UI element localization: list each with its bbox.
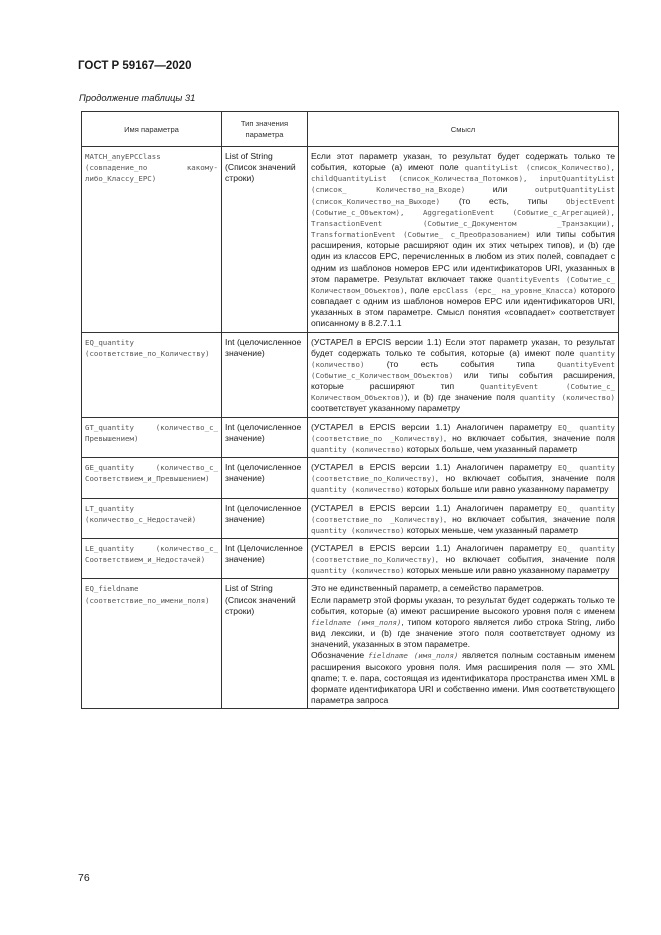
table-row <box>82 579 619 709</box>
table-row <box>82 417 619 457</box>
parameter-type-cell: Int (Целочисленное значение) <box>222 539 308 579</box>
parameter-type-cell: Int (целочисленное значение) <box>222 458 308 498</box>
meaning-text: , но включает события, значение поля <box>435 473 615 484</box>
page-number: 76 <box>78 872 90 884</box>
parameters-table <box>81 111 619 709</box>
meaning-text: (то есть, типы <box>440 195 567 206</box>
column-header-type: Тип значения параметра <box>222 112 308 147</box>
meaning-text: QuantityEvent (Событие_с_Количеством_Объектов) <box>311 359 615 380</box>
parameter-type-cell: List of String (Список значений строки) <box>222 579 308 709</box>
meaning-text: ), и (b) где значение поля <box>404 392 520 403</box>
table-row <box>82 539 619 579</box>
meaning-text: (УСТАРЕЛ в EPCIS версии 1.1) Аналогичен параметру <box>311 502 558 513</box>
meaning-text: или типы события расширения, которые расширяют один их этих четырех типов), и (b) где один из классов EPC, перечисленных в любом из этих полей, совпадает с одним из шаблонов номеров EPC или идентификаторов URI, указанных в этом параметре. Результат включает также <box>311 229 616 284</box>
meaning-text: fieldname (имя_поля) <box>367 651 459 661</box>
parameter-meaning-cell <box>308 417 619 457</box>
meaning-text: Это не единственный параметр, а семейство параметров. <box>311 583 544 594</box>
meaning-text: (УСТАРЕЛ в EPCIS версии 1.1) Аналогичен параметру <box>311 462 558 473</box>
parameter-name-cell: LT_quantity (количество_с_Недостачей) <box>82 498 222 538</box>
meaning-text: Если параметр этой формы указан, то результат будет содержать только те события, которые (a) имеют расширение высокого уровня поля с именем <box>311 594 615 616</box>
parameter-meaning-cell <box>308 579 619 709</box>
parameter-meaning-cell <box>308 539 619 579</box>
meaning-text: или типы события расширения, которые расширяют тип <box>311 369 615 392</box>
meaning-text: ObjectEvent (Событие_с_Объектом), AggregationEvent (Событие_с_Агрегацией), TransactionEvent (Событие_с_Документом _Транзакции), TransformationEvent (Событие_ с_Преобразованием) <box>311 196 615 240</box>
meaning-text: quantity (количество) <box>311 444 405 454</box>
meaning-text: quantity (количество) <box>519 393 615 403</box>
meaning-text: или <box>465 184 535 195</box>
meaning-text: (УСТАРЕЛ в EPCIS версии 1.1) Аналогичен параметру <box>311 543 558 553</box>
meaning-text: , поле <box>404 284 433 295</box>
meaning-text: которых больше, чем указанный параметр <box>404 443 578 454</box>
table-row <box>82 147 619 333</box>
meaning-text: которого совпадает с одним из шаблонов номеров EPC или идентификаторов URI, указанных в этом параметре. Смысл понятия «совпадает» соответствует описанному в 8.2.7.1.1 <box>311 284 615 329</box>
meaning-text: , типом которого является либо строка String, либо вид лексики, и (b) где значение этого поля соответствует одному из значений, указанных в этом параметре. <box>311 616 615 650</box>
meaning-text: (УСТАРЕЛ в EPCIS версии 1.1) Аналогичен параметру <box>311 421 558 432</box>
meaning-text: epcClass (epc_ на_уровне_Класса) <box>432 285 578 295</box>
meaning-text: которых меньше или равно указанному параметру <box>404 565 610 576</box>
table-continuation-caption: Продолжение таблицы 31 <box>79 92 196 103</box>
document-header: ГОСТ Р 59167—2020 <box>78 60 192 72</box>
meaning-text: которых меньше, чем указанный параметр <box>404 524 579 535</box>
meaning-text: (то есть события типа <box>364 358 558 369</box>
parameter-meaning-cell <box>308 458 619 498</box>
meaning-text: EQ_ quantity (соответствие_по_Количеству) <box>311 544 615 565</box>
parameter-name-cell: GT_quantity (количество_с_ Превышением) <box>82 417 222 457</box>
meaning-text: , но включает события, значение поля <box>435 554 615 565</box>
parameter-name-cell: LE_quantity (количество_с_ Соответствием_и_Недостачей) <box>82 539 222 579</box>
meaning-text: EQ_ quantity (соответствие_по _Количеству) <box>311 422 615 443</box>
meaning-text: (УСТАРЕЛ в EPCIS версии 1.1) Если этот параметр указан, то результат будет содержать только те события, которые (a) имеют поле <box>311 336 615 358</box>
parameter-type-cell: List of String (Список значений строки) <box>222 147 308 333</box>
meaning-text: EQ_ quantity (соответствие_по_Количеству) <box>311 463 615 484</box>
parameter-type-cell: Int (целочисленное значение) <box>222 417 308 457</box>
meaning-text: QuantityEvents (Событие_с_ Количеством_Объектов) <box>311 274 615 295</box>
meaning-text: является полным составным именем расширения высокого уровня поля. Имя расширения поля — это XML qname; т. е. пара, состоящая из идентификатора пространства имен XML в формате идентификатора URI и собственно имени. Имя соответствующего параметра запроса <box>311 650 615 706</box>
parameter-name-cell: EQ_quantity (соответствие_по_Количеству) <box>82 332 222 417</box>
table-row <box>82 458 619 498</box>
meaning-text: QuantityEvent (Событие_с_ Количеством_Объектов) <box>311 382 615 403</box>
parameter-meaning-cell <box>308 498 619 538</box>
meaning-text: EQ_ quantity (соответствие_по _Количеству) <box>311 503 615 524</box>
meaning-text: outputQuantityList (список_Количество_на_Выходе) <box>311 185 615 206</box>
table-header-row <box>82 112 619 147</box>
meaning-text: Обозначение <box>311 650 368 661</box>
table-row <box>82 498 619 538</box>
parameter-name-cell: EQ_fieldname (соответствие_по_имени_поля) <box>82 579 222 709</box>
parameter-type-cell: Int (целочисленное значение) <box>222 498 308 538</box>
parameter-name-cell: GE_quantity (количество_с_ Соответствием_и_Превышением) <box>82 458 222 498</box>
meaning-text: которых больше или равно указанному параметру <box>404 484 609 495</box>
meaning-text: Если этот параметр указан, то результат будет содержать только те события, которые (a) имеют поле <box>311 151 615 173</box>
parameter-meaning-cell <box>308 147 619 333</box>
meaning-text: quantity (количество) <box>311 485 405 495</box>
meaning-text: , но включает события, значение поля <box>443 432 615 443</box>
meaning-text: quantityList (список_Количество), childQuantityList (список_Количества_Потомков), inputQuantityList (список_ Количество_на_Входе) <box>311 163 615 195</box>
meaning-text: quantity (количество) <box>311 525 405 535</box>
parameter-type-cell: Int (целочисленное значение) <box>222 332 308 417</box>
meaning-text: quantity (количество) <box>311 348 615 369</box>
table-row <box>82 332 619 417</box>
parameter-meaning-cell <box>308 332 619 417</box>
meaning-text: , но включает события, значение поля <box>443 513 615 524</box>
meaning-text: fieldname (имя_поля) <box>311 617 402 627</box>
meaning-text: соответствует указанному параметру <box>311 403 461 414</box>
parameter-name-cell: MATCH_anyEPCClass (совпадение_по какому-либо_Классу_EPC) <box>82 147 222 333</box>
column-header-meaning: Смысл <box>308 112 619 147</box>
column-header-name: Имя параметра <box>82 112 222 147</box>
meaning-text: quantity (количество) <box>311 566 405 576</box>
